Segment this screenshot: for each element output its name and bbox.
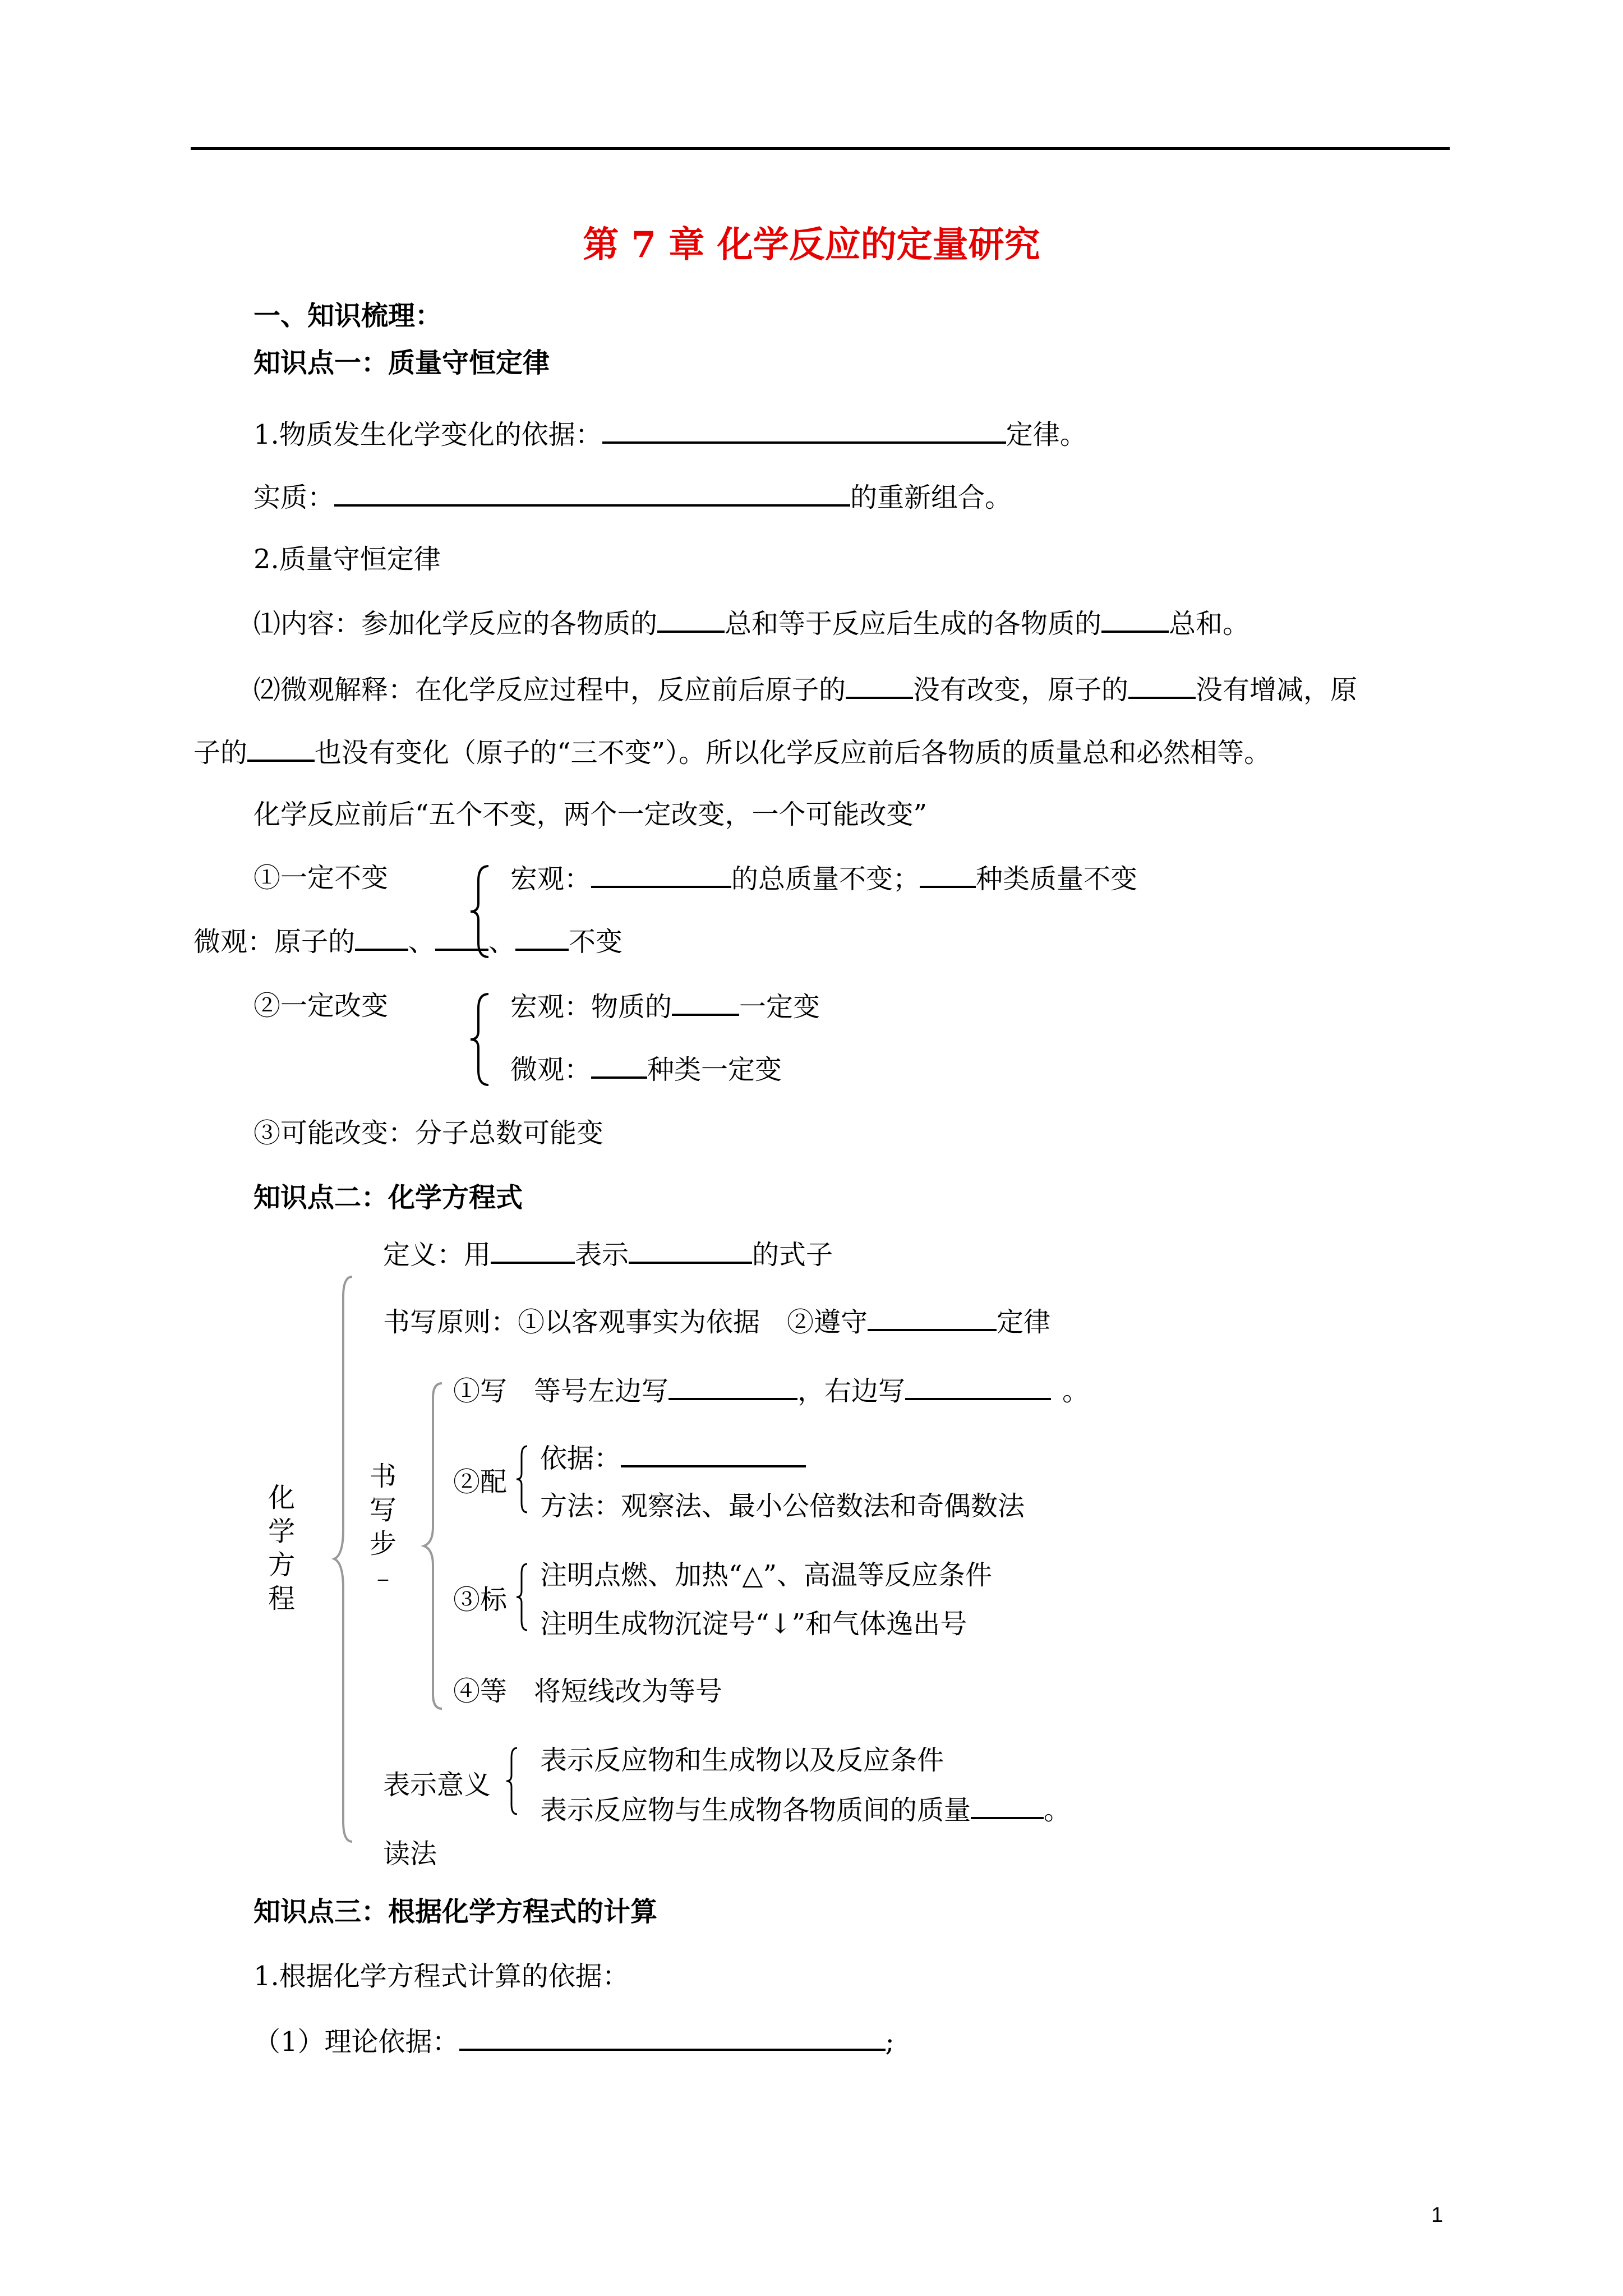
page-number: 1 [1431, 2203, 1444, 2227]
kp1-line3: 2.质量守恒定律 [253, 544, 441, 575]
kp1-content: ⑴内容：参加化学反应的各物质的 总和等于反应后生成的各物质的 总和。 [253, 606, 1249, 641]
changed-label: ②一定改变 [253, 990, 389, 1022]
header-rule [191, 147, 1450, 150]
kp1-micro-line2: 子的 也没有变化（原子的“三不变”）。所以化学反应前后各物质的质量总和必然相等。 [193, 735, 1271, 770]
step-mark-line2: 注明生成物沉淀号“↓”和气体逸出号 [540, 1608, 967, 1640]
changed-macro: 宏观：物质的 一定变 [510, 989, 820, 1024]
steps-vertical-label: 书 写 步 ﹣ [369, 1461, 396, 1593]
blank-field[interactable] [920, 861, 976, 888]
left-brace [505, 1746, 519, 1816]
kp3-line1: 1.根据化学方程式计算的依据： [253, 1961, 629, 1992]
step-balance-basis: 依据： [540, 1441, 806, 1475]
blank-field[interactable] [591, 861, 731, 888]
step-mark-label: ③标 [453, 1584, 508, 1616]
left-brace [422, 1381, 444, 1711]
blank-field[interactable] [591, 1052, 647, 1079]
changed-micro: 微观： 种类一定变 [510, 1052, 782, 1087]
blank-field[interactable] [668, 1373, 797, 1400]
kp3-heading: 知识点三：根据化学方程式的计算 [253, 1896, 658, 1927]
kp1-line1: 1.物质发生化学变化的依据： 定律。 [253, 417, 1087, 452]
blank-field[interactable] [657, 606, 725, 633]
kp3-line2: （1）理论依据： ; [253, 2024, 895, 2059]
blank-field[interactable] [971, 1792, 1044, 1819]
blank-field[interactable] [905, 1373, 1051, 1400]
blank-field[interactable] [247, 735, 315, 762]
step-write: ①写 等号左边写 ，右边写 。 [453, 1373, 1089, 1408]
unchanged-macro: 宏观： 的总质量不变； 种类质量不变 [510, 861, 1137, 896]
kp1-heading: 知识点一：质量守恒定律 [253, 347, 550, 379]
kp1-line2: 实质： 的重新组合。 [253, 480, 1012, 514]
blank-field[interactable] [515, 924, 569, 951]
kp2-principle: 书写原则：①以客观事实为依据 ②遵守 定律 [383, 1304, 1050, 1339]
blank-field[interactable] [602, 417, 1006, 444]
left-brace [468, 992, 491, 1087]
kp1-micro-line1: ⑵微观解释：在化学反应过程中，反应前后原子的 没有改变，原子的 没有增减，原 [253, 672, 1357, 707]
blank-field[interactable] [459, 2024, 886, 2051]
section-heading: 一、知识梳理： [253, 300, 442, 332]
unchanged-label: ①一定不变 [253, 862, 389, 894]
blank-field[interactable] [1128, 672, 1196, 699]
step-balance-method: 方法：观察法、最小公倍数法和奇偶数法 [540, 1490, 1025, 1522]
step-balance-label: ②配 [453, 1466, 508, 1498]
step-mark-line1: 注明点燃、加热“△”、高温等反应条件 [540, 1559, 992, 1591]
blank-field[interactable] [846, 672, 913, 699]
left-brace [332, 1274, 354, 1844]
kp2-definition: 定义：用 表示 的式子 [383, 1237, 833, 1272]
kp2-heading: 知识点二：化学方程式 [253, 1182, 523, 1213]
blank-field[interactable] [355, 924, 408, 951]
unchanged-micro: 微观：原子的 、 、 不变 [193, 924, 623, 959]
meaning-line2: 表示反应物与生成物各物质间的质量 。 [540, 1792, 1071, 1827]
blank-field[interactable] [491, 1237, 575, 1264]
left-brace [515, 1562, 529, 1632]
blank-field[interactable] [672, 989, 739, 1016]
blank-field[interactable] [629, 1237, 752, 1264]
meaning-label: 表示意义 [383, 1769, 491, 1801]
blank-field[interactable] [334, 480, 850, 507]
meaning-line1: 表示反应物和生成物以及反应条件 [540, 1745, 944, 1776]
blank-field[interactable] [868, 1304, 997, 1331]
maybe-change: ③可能改变：分子总数可能变 [253, 1117, 604, 1149]
blank-field[interactable] [621, 1441, 806, 1467]
blank-field[interactable] [1101, 606, 1169, 633]
kp2-vertical-label: 化 学 方 程 [268, 1482, 295, 1614]
step-equal: ④等 将短线改为等号 [453, 1676, 723, 1707]
chapter-title: 第 7 章 化学反应的定量研究 [583, 224, 1040, 266]
kp1-summary: 化学反应前后“五个不变，两个一定改变，一个可能改变” [253, 799, 928, 830]
reading-label: 读法 [383, 1838, 437, 1870]
blank-field[interactable] [435, 924, 488, 951]
left-brace [515, 1444, 529, 1515]
